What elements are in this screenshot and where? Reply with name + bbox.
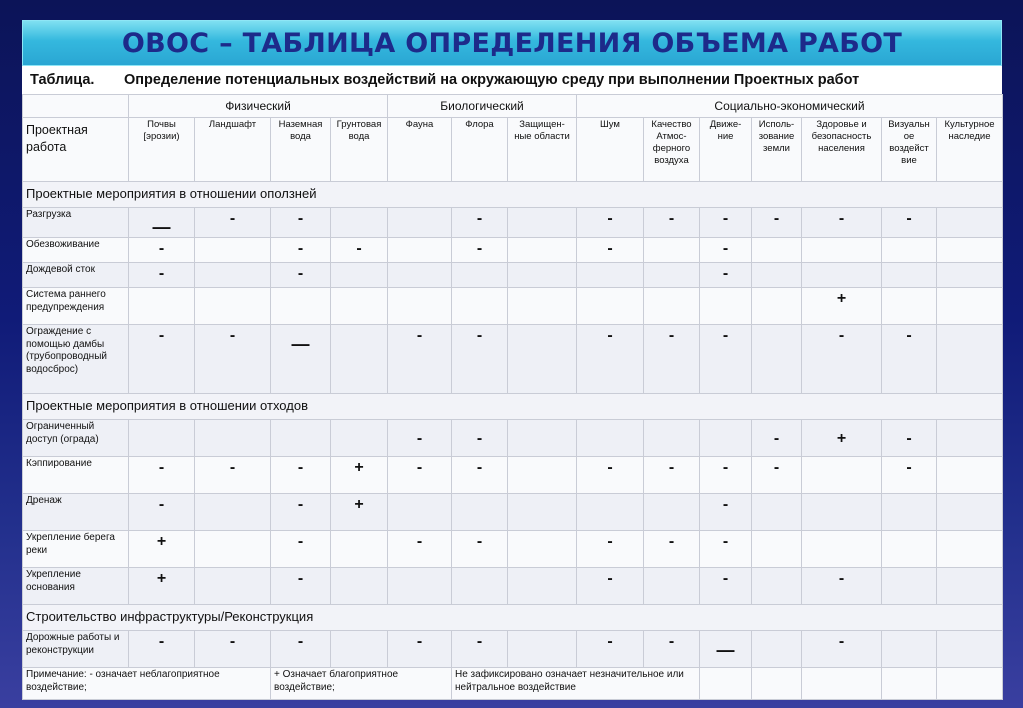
impact-mark: - xyxy=(577,631,644,668)
impact-mark: + xyxy=(129,531,195,568)
empty-cell xyxy=(882,263,937,288)
impact-mark: - xyxy=(195,631,271,668)
impact-mark: - xyxy=(700,208,752,238)
impact-mark: - xyxy=(129,238,195,263)
impact-mark: - xyxy=(577,238,644,263)
row-label: Обезвоживание xyxy=(23,238,129,263)
impact-mark: - xyxy=(700,568,752,605)
empty-cell xyxy=(388,288,452,325)
title-banner xyxy=(22,20,1002,66)
impact-mark: - xyxy=(882,208,937,238)
impact-mark: - xyxy=(452,457,508,494)
empty-cell xyxy=(802,668,882,700)
corner-cell xyxy=(23,95,129,118)
column-header-row xyxy=(23,118,1003,182)
empty-cell xyxy=(937,494,1003,531)
note-negative: Примечание: - означает неблагоприятное воздействие; xyxy=(23,668,271,700)
column-header: Шум xyxy=(577,118,644,182)
empty-cell xyxy=(195,568,271,605)
impact-mark: - xyxy=(388,631,452,668)
impact-mark: - xyxy=(644,631,700,668)
impact-mark: - xyxy=(271,494,331,531)
empty-cell xyxy=(508,631,577,668)
table-caption xyxy=(22,66,1002,94)
column-header: Флора xyxy=(452,118,508,182)
impact-mark: - xyxy=(802,568,882,605)
impact-mark: - xyxy=(388,325,452,394)
table-row xyxy=(23,208,1003,238)
page-title: ОВОС – ТАБЛИЦА ОПРЕДЕЛЕНИЯ ОБЪЕМА РАБОТ xyxy=(121,27,903,59)
section-row xyxy=(23,182,1003,208)
empty-cell xyxy=(452,263,508,288)
row-label: Система раннего предупреждения xyxy=(23,288,129,325)
empty-cell xyxy=(752,668,802,700)
impact-mark: - xyxy=(802,325,882,394)
empty-cell xyxy=(644,263,700,288)
empty-cell xyxy=(331,568,388,605)
empty-cell xyxy=(195,531,271,568)
impact-mark: - xyxy=(388,531,452,568)
impact-mark: - xyxy=(388,420,452,457)
empty-cell xyxy=(331,263,388,288)
empty-cell xyxy=(195,288,271,325)
empty-cell xyxy=(388,208,452,238)
impact-mark: + xyxy=(802,288,882,325)
impact-table-panel xyxy=(22,66,1002,696)
empty-cell xyxy=(937,631,1003,668)
table-row xyxy=(23,568,1003,605)
empty-cell xyxy=(802,531,882,568)
impact-mark: - xyxy=(882,457,937,494)
empty-cell xyxy=(644,238,700,263)
empty-cell xyxy=(508,325,577,394)
empty-cell xyxy=(937,420,1003,457)
empty-cell xyxy=(508,568,577,605)
impact-mark: - xyxy=(700,263,752,288)
empty-cell xyxy=(271,420,331,457)
column-header: Грунтовая вода xyxy=(331,118,388,182)
empty-cell xyxy=(577,288,644,325)
empty-cell xyxy=(577,494,644,531)
empty-cell xyxy=(937,325,1003,394)
empty-cell xyxy=(271,288,331,325)
table-row xyxy=(23,631,1003,668)
impact-mark: - xyxy=(129,325,195,394)
empty-cell xyxy=(577,420,644,457)
empty-cell xyxy=(388,494,452,531)
empty-cell xyxy=(700,288,752,325)
empty-cell xyxy=(752,494,802,531)
impact-mark: - xyxy=(271,238,331,263)
impact-mark: - xyxy=(195,457,271,494)
empty-cell xyxy=(644,494,700,531)
impact-mark: - xyxy=(700,494,752,531)
column-header: Защищен-ные области xyxy=(508,118,577,182)
empty-cell xyxy=(937,288,1003,325)
empty-cell xyxy=(195,238,271,263)
empty-cell xyxy=(388,568,452,605)
empty-cell xyxy=(331,288,388,325)
empty-cell xyxy=(508,288,577,325)
impact-mark: - xyxy=(129,631,195,668)
row-label: Дренаж xyxy=(23,494,129,531)
empty-cell xyxy=(882,631,937,668)
table-row xyxy=(23,263,1003,288)
column-header: Почвы [эрозии) xyxy=(129,118,195,182)
column-header: Культурное наследие xyxy=(937,118,1003,182)
impact-mark: - xyxy=(700,457,752,494)
row-label: Кэппирование xyxy=(23,457,129,494)
empty-cell xyxy=(882,568,937,605)
section-row xyxy=(23,394,1003,420)
empty-cell xyxy=(752,631,802,668)
impact-mark: - xyxy=(452,420,508,457)
empty-cell xyxy=(331,631,388,668)
empty-cell xyxy=(882,288,937,325)
impact-mark: - xyxy=(577,325,644,394)
column-header: Здоровье и безопасность населения xyxy=(802,118,882,182)
impact-mark: - xyxy=(271,631,331,668)
table-row xyxy=(23,238,1003,263)
impact-mark: - xyxy=(577,457,644,494)
group-physical: Физический xyxy=(129,95,388,118)
empty-cell xyxy=(644,288,700,325)
impact-mark: - xyxy=(644,457,700,494)
table-row xyxy=(23,420,1003,457)
row-label: Ограниченный доступ (ограда) xyxy=(23,420,129,457)
impact-mark: + xyxy=(331,457,388,494)
empty-cell xyxy=(937,531,1003,568)
impact-mark: - xyxy=(271,457,331,494)
empty-cell xyxy=(452,568,508,605)
notes-row xyxy=(23,668,1003,700)
table-row xyxy=(23,494,1003,531)
impact-mark: - xyxy=(700,238,752,263)
row-label: Ограждение с помощью дамбы (трубопроводный водосброс) xyxy=(23,325,129,394)
empty-cell xyxy=(802,494,882,531)
empty-cell xyxy=(644,420,700,457)
empty-cell xyxy=(937,238,1003,263)
empty-cell xyxy=(331,420,388,457)
empty-cell xyxy=(802,263,882,288)
column-header: Визуальн ое воздейст вие xyxy=(882,118,937,182)
impact-mark: — xyxy=(129,208,195,238)
section-title: Проектные мероприятия в отношении отходов xyxy=(23,394,1003,420)
empty-cell xyxy=(195,420,271,457)
note-positive: + Означает благоприятное воздействие; xyxy=(271,668,452,700)
empty-cell xyxy=(700,668,752,700)
column-header: Ландшафт xyxy=(195,118,271,182)
impact-mark: - xyxy=(577,531,644,568)
empty-cell xyxy=(388,263,452,288)
impact-mark: - xyxy=(644,325,700,394)
impact-mark: - xyxy=(882,325,937,394)
empty-cell xyxy=(882,494,937,531)
empty-cell xyxy=(752,263,802,288)
empty-cell xyxy=(937,208,1003,238)
empty-cell xyxy=(752,325,802,394)
impact-mark: - xyxy=(271,568,331,605)
empty-cell xyxy=(331,531,388,568)
column-header: Наземная вода xyxy=(271,118,331,182)
impact-mark: - xyxy=(752,457,802,494)
column-header: Исполь-зование земли xyxy=(752,118,802,182)
impact-mark: - xyxy=(331,238,388,263)
empty-cell xyxy=(937,568,1003,605)
caption-label: Таблица. xyxy=(30,72,95,88)
impact-mark: + xyxy=(129,568,195,605)
empty-cell xyxy=(937,457,1003,494)
impact-mark: - xyxy=(452,238,508,263)
group-header-row xyxy=(23,95,1003,118)
column-header: Фауна xyxy=(388,118,452,182)
empty-cell xyxy=(802,457,882,494)
empty-cell xyxy=(195,263,271,288)
empty-cell xyxy=(882,531,937,568)
impact-mark: - xyxy=(802,208,882,238)
note-neutral: Не зафиксировано означает незначительное или нейтральное воздействие xyxy=(452,668,700,700)
empty-cell xyxy=(752,238,802,263)
impact-mark: - xyxy=(452,208,508,238)
empty-cell xyxy=(937,263,1003,288)
empty-cell xyxy=(452,288,508,325)
empty-cell xyxy=(752,531,802,568)
table-row xyxy=(23,288,1003,325)
impact-mark: - xyxy=(644,208,700,238)
empty-cell xyxy=(508,238,577,263)
impact-mark: - xyxy=(700,325,752,394)
impact-mark: - xyxy=(752,420,802,457)
table-row xyxy=(23,325,1003,394)
group-biological: Биологический xyxy=(388,95,577,118)
impact-mark: - xyxy=(577,208,644,238)
impact-mark: - xyxy=(271,208,331,238)
section-row xyxy=(23,605,1003,631)
row-label: Разгрузка xyxy=(23,208,129,238)
empty-cell xyxy=(508,457,577,494)
column-header: Движе-ние xyxy=(700,118,752,182)
empty-cell xyxy=(644,568,700,605)
impact-mark: - xyxy=(271,531,331,568)
empty-cell xyxy=(331,208,388,238)
empty-cell xyxy=(195,494,271,531)
impact-table xyxy=(22,94,1003,700)
empty-cell xyxy=(752,568,802,605)
impact-mark: - xyxy=(882,420,937,457)
project-work-header: Проектная работа xyxy=(23,118,129,182)
empty-cell xyxy=(508,263,577,288)
empty-cell xyxy=(452,494,508,531)
caption-text: Определение потенциальных воздействий на окружающую среду при выполнении Проектных работ xyxy=(124,72,860,88)
impact-mark: - xyxy=(452,631,508,668)
table-row xyxy=(23,531,1003,568)
impact-mark: - xyxy=(752,208,802,238)
group-socio-economic: Социально-экономический xyxy=(577,95,1003,118)
impact-mark: + xyxy=(331,494,388,531)
impact-mark: - xyxy=(577,568,644,605)
impact-mark: - xyxy=(700,531,752,568)
empty-cell xyxy=(802,238,882,263)
empty-cell xyxy=(508,208,577,238)
impact-mark: - xyxy=(271,263,331,288)
empty-cell xyxy=(508,420,577,457)
empty-cell xyxy=(577,263,644,288)
impact-mark: - xyxy=(802,631,882,668)
section-title: Проектные мероприятия в отношении оползней xyxy=(23,182,1003,208)
impact-mark: - xyxy=(195,325,271,394)
empty-cell xyxy=(129,288,195,325)
impact-mark: - xyxy=(129,263,195,288)
empty-cell xyxy=(937,668,1003,700)
row-label: Укрепление основания xyxy=(23,568,129,605)
impact-mark: - xyxy=(129,457,195,494)
table-row xyxy=(23,457,1003,494)
column-header: Качество Атмос-ферного воздуха xyxy=(644,118,700,182)
impact-mark: + xyxy=(802,420,882,457)
impact-mark: - xyxy=(452,325,508,394)
impact-mark: — xyxy=(271,325,331,394)
empty-cell xyxy=(129,420,195,457)
empty-cell xyxy=(331,325,388,394)
row-label: Дорожные работы и реконструкции xyxy=(23,631,129,668)
row-label: Укрепление берега реки xyxy=(23,531,129,568)
impact-mark: — xyxy=(700,631,752,668)
empty-cell xyxy=(388,238,452,263)
empty-cell xyxy=(700,420,752,457)
empty-cell xyxy=(508,531,577,568)
impact-mark: - xyxy=(129,494,195,531)
empty-cell xyxy=(882,238,937,263)
impact-mark: - xyxy=(195,208,271,238)
empty-cell xyxy=(508,494,577,531)
section-title: Строительство инфраструктуры/Реконструкция xyxy=(23,605,1003,631)
empty-cell xyxy=(882,668,937,700)
impact-mark: - xyxy=(644,531,700,568)
row-label: Дождевой сток xyxy=(23,263,129,288)
empty-cell xyxy=(752,288,802,325)
impact-mark: - xyxy=(452,531,508,568)
impact-mark: - xyxy=(388,457,452,494)
